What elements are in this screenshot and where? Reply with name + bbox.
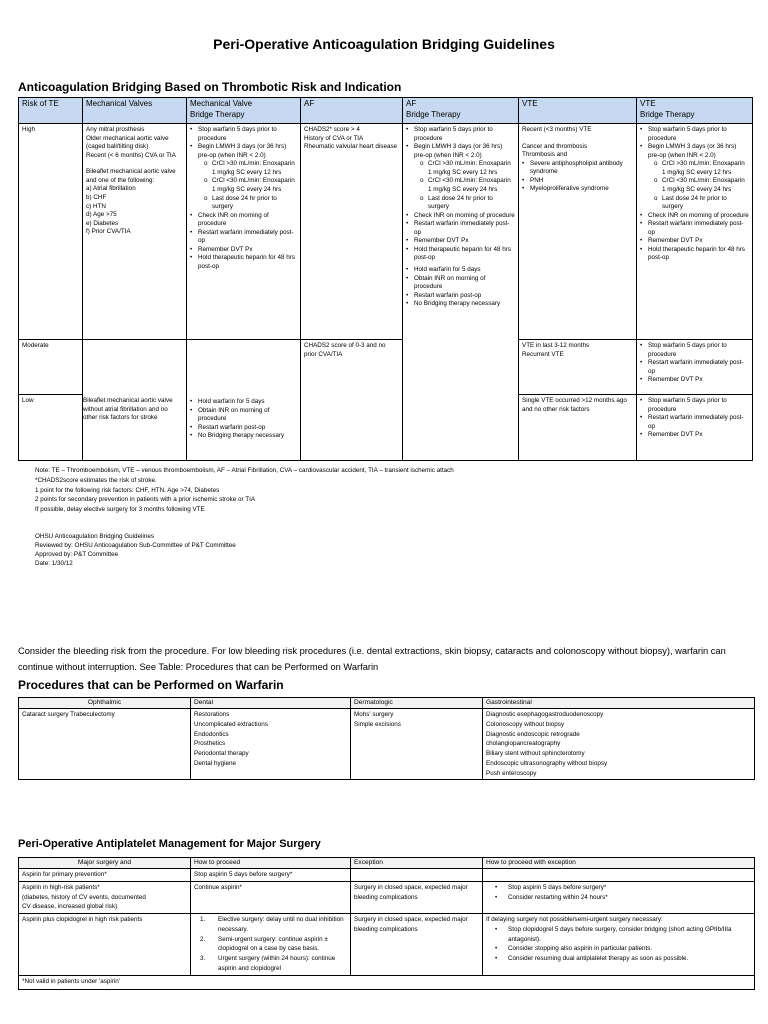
- af-bridge-high-moderate: [403, 124, 519, 461]
- mv-bridge-list: [190, 126, 297, 272]
- table-row: [19, 881, 755, 913]
- list-item: • Remember DVT Px: [190, 246, 297, 255]
- mv-high-line: Older mechanical aortic valve (caged ball/tilting disk): [86, 134, 169, 151]
- list-item-text: Begin LMWH 3 days (or 36 hrs) pre-op (when INR < 2.0): [648, 143, 737, 159]
- note-line: 2 points for secondary prevention in patients with a prior ischemic stroke or TIA: [35, 496, 256, 504]
- vte-bridge-low-list: [640, 397, 749, 440]
- table-row: [19, 914, 755, 976]
- list-item: • Restart warfarin immediately post-op: [190, 229, 297, 246]
- list-item-text: Begin LMWH 3 days (or 36 hrs) pre-op (when INR < 2.0): [198, 143, 287, 159]
- vte-bridge-low: [637, 395, 753, 461]
- col-with-exception: How to proceed with exception: [483, 858, 755, 869]
- table-header-row: [19, 698, 755, 709]
- list-item: • Consider stopping also aspirin in particular patients.: [486, 944, 751, 954]
- mv-high-line: Recent (< 6 months) CVA or TIA: [86, 151, 176, 159]
- note-line: If possible, delay elective surgery for 3 months following VTE: [35, 506, 205, 513]
- proceed-cell: Continue aspirin*: [191, 881, 351, 913]
- col-mech-bridge-line1: Mechanical Valve: [190, 99, 253, 108]
- vte-bridge-moderate: [637, 340, 753, 395]
- list-item: • Obtain INR on morning of procedure: [190, 407, 297, 424]
- source-line: Reviewed by: OHSU Anticoagulation Sub-Committee of P&T Committee: [35, 542, 236, 550]
- table-row: [19, 869, 755, 882]
- list-item: • Stop warfarin 5 days prior to procedure: [190, 126, 297, 143]
- list-item: • Check INR on morning of procedure: [406, 212, 515, 221]
- list-item: [194, 954, 347, 974]
- mv-high-line: f) Prior CVA/TIA: [86, 228, 131, 236]
- note-line: 1 point for the following risk factors: CHF, HTN, Age >74, Diabetes: [35, 486, 220, 494]
- cell-line: (diabetes, history of CV events, documented: [22, 893, 146, 901]
- list-item: • Hold therapeutic heparin for 48 hrs post-op: [190, 254, 297, 271]
- exception-cell: [351, 869, 483, 882]
- table-row-moderate: [19, 340, 753, 395]
- exception-cell: Surgery in closed space, expected major bleeding complications: [351, 881, 483, 913]
- source-line: OHSU Anticoagulation Bridging Guidelines: [35, 533, 155, 540]
- gi-cell: [483, 709, 755, 780]
- cell-line: Periodontal therapy: [194, 750, 249, 758]
- proceed-cell: Stop aspirin 5 days before surgery*: [191, 869, 351, 882]
- list-item: • Restart warfarin post-op: [406, 292, 515, 301]
- mv-low-text: Bileaflet mechanical aortic valve without atrial fibrillation and no other risk factors for stroke: [83, 397, 173, 422]
- vte-bridge-high: [637, 124, 753, 340]
- list-item: • Stop warfarin 5 days prior to procedure: [406, 126, 515, 143]
- proceed-list: [194, 915, 347, 974]
- cell-line: Uncomplicated extractions: [194, 720, 268, 728]
- warfarin-procedures-table: [18, 697, 755, 780]
- col-vte-bridge: [637, 98, 753, 124]
- bridging-section-heading: Anticoagulation Bridging Based on Thrombotic Risk and Indication: [18, 80, 402, 94]
- ophthalmic-cell: [19, 709, 191, 780]
- col-vte: VTE: [519, 98, 637, 124]
- list-item: • Restart warfarin post-op: [190, 424, 297, 433]
- vte-high: [519, 124, 637, 340]
- warfarin-procedures-heading: Procedures that can be Performed on Warfarin: [18, 678, 284, 692]
- list-item: [194, 915, 347, 935]
- list-number: 2.: [200, 935, 206, 943]
- antiplatelet-heading: Peri-Operative Antiplatelet Management for Major Surgery: [18, 838, 321, 850]
- sub-list-item: o CrCl >30 mL/min: Enoxaparin 1 mg/kg SC every 12 hrs: [648, 160, 749, 177]
- cell-line: Endodontics: [194, 730, 229, 738]
- list-item-text: Semi-urgent surgery: continue aspirin ± clopidogrel on a case by case basis.: [218, 935, 328, 953]
- af-high: [301, 124, 403, 340]
- footnote-cell: *Not valid in patients under 'aspirin': [19, 975, 755, 989]
- risk-moderate: Moderate: [19, 340, 83, 395]
- vte-low: Single VTE occurred >12 months ago and no other risk factors: [519, 395, 637, 461]
- list-item: • Remember DVT Px: [406, 237, 515, 246]
- list-item: • PNH: [522, 177, 633, 186]
- with-exception-list: [486, 883, 751, 903]
- cell-line: Endoscopic ultrasonography without biopsy: [486, 759, 608, 767]
- mv-high-line: b) CHF: [86, 193, 107, 201]
- list-item: • Hold therapeutic heparin for 48 hrs post-op: [406, 246, 515, 263]
- exception-cell: Surgery in closed space, expected major bleeding complications: [351, 914, 483, 976]
- sub-list: [414, 160, 515, 211]
- list-item: • Remember DVT Px: [640, 376, 749, 385]
- col-exception: Exception: [351, 858, 483, 869]
- col-gastrointestinal: Gastrointestinal: [483, 698, 755, 709]
- list-item: [190, 143, 297, 212]
- list-item: • Stop warfarin 5 days prior to procedure: [640, 342, 749, 359]
- col-major-surgery: Major surgery and: [19, 858, 191, 869]
- sub-list-item: o CrCl <30 mL/min: Enoxaparin 1 mg/kg SC every 24 hrs: [414, 177, 515, 194]
- table-header-row: [19, 858, 755, 869]
- list-item: • No Bridging therapy necessary: [406, 300, 515, 309]
- af-moderate: CHADS2 score of 0-3 and no prior CVA/TIA: [301, 340, 403, 461]
- risk-high: High: [19, 124, 83, 340]
- note-line: *CHADS2score estimates the risk of stroke.: [35, 476, 157, 484]
- note-line: Note: TE – Thromboembolism, VTE – venous thromboembolism, AF – Atrial Fibrillation, CVA – cardiovascular accident, TIA – transient ischemic attach: [35, 467, 454, 474]
- col-vte-bridge-line1: VTE: [640, 99, 656, 108]
- list-item-text: Begin LMWH 3 days (or 36 hrs) pre-op (when INR < 2.0): [414, 143, 503, 159]
- table-notes: [35, 466, 454, 515]
- col-mech-bridge: [187, 98, 301, 124]
- with-exception-cell: [483, 881, 755, 913]
- list-item: • Consider restarting within 24 hours*: [486, 893, 751, 903]
- af-high-line: CHADS2* score > 4: [304, 126, 360, 133]
- col-af: AF: [301, 98, 403, 124]
- cell-line: Colonoscopy without biopsy: [486, 720, 565, 728]
- col-risk: Risk of TE: [19, 98, 83, 124]
- col-vte-bridge-line2: Bridge Therapy: [640, 109, 695, 119]
- list-item: [640, 143, 749, 212]
- sub-list-item: o CrCl >30 mL/min: Enoxaparin 1 mg/kg SC every 12 hrs: [198, 160, 297, 177]
- list-item: • Hold warfarin for 5 days: [406, 266, 515, 275]
- col-mech-valves: Mechanical Valves: [83, 98, 187, 124]
- col-af-bridge-line2: Bridge Therapy: [406, 109, 461, 119]
- vte-high-line: Recent (<3 months) VTE: [522, 126, 592, 133]
- mv-bridge-high: [187, 124, 301, 340]
- cell-line: Diagnostic esophagogastroduodenoscopy: [486, 711, 604, 719]
- mv-high-line: Any mitral prosthesis: [86, 126, 145, 133]
- sub-list-item: o CrCl >30 mL/min: Enoxaparin 1 mg/kg SC every 12 hrs: [414, 160, 515, 177]
- list-item: • Check INR on morning of procedure: [640, 212, 749, 221]
- cell-line: Aspirin in high-risk patients*: [22, 883, 100, 891]
- list-item: • Restart warfarin immediately post-op: [640, 359, 749, 376]
- af-bridge-list: [406, 126, 515, 263]
- mv-bridge-moderate-low: [187, 340, 301, 461]
- col-how-to-proceed: How to proceed: [191, 858, 351, 869]
- list-item: • Check INR on morning of procedure: [190, 212, 297, 229]
- mv-high-line: a) Atrial fibrillation: [86, 185, 136, 193]
- cell-line: If delaying surgery not possible/semi-urgent surgery necessary:: [486, 916, 663, 924]
- surgery-cell: Aspirin plus clopidogrel in high risk patients: [19, 914, 191, 976]
- list-item: • Hold therapeutic heparin for 48 hrs post-op: [640, 246, 749, 263]
- mv-high: [83, 124, 187, 340]
- dental-cell: [191, 709, 351, 780]
- vte-bridge-list: [640, 126, 749, 263]
- derm-cell: [351, 709, 483, 780]
- spacer: [522, 135, 633, 143]
- sub-list-item: o Last dose 24 hr prior to surgery: [414, 195, 515, 212]
- list-item: • Remember DVT Px: [640, 237, 749, 246]
- cell-line: CV disease, increased global risk): [22, 903, 118, 911]
- list-item: • Stop warfarin 5 days prior to procedure: [640, 126, 749, 143]
- surgery-cell: [19, 881, 191, 913]
- sub-list-item: o Last dose 24 hr prior to surgery: [648, 195, 749, 212]
- table-row: [19, 709, 755, 780]
- vte-high-line: Thrombosis and: [522, 151, 568, 159]
- cell-line: Restorations: [194, 711, 230, 719]
- list-item: • Restart warfarin immediately post-op: [406, 220, 515, 237]
- vte-high-line: Cancer and thrombosis: [522, 142, 588, 150]
- vte-moderate-line: Recurrent VTE: [522, 350, 564, 358]
- col-ophthalmic: Ophthalmic: [19, 698, 191, 709]
- source-line: Approved by: P&T Committee: [35, 551, 119, 559]
- col-af-bridge-line1: AF: [406, 99, 417, 108]
- af-bridge-moderate-list: [406, 266, 515, 309]
- table-header-row: [19, 98, 753, 124]
- mv-high-line: Bileaflet mechanical aortic valve and one of the following:: [86, 168, 176, 184]
- cell-line: Mohs' surgery: [354, 711, 394, 719]
- sub-list: [198, 160, 297, 211]
- vte-moderate: [519, 340, 637, 395]
- vte-high-list: [522, 160, 633, 194]
- cell-line: Biliary stent without sphincterotomy: [486, 750, 585, 758]
- cell-line: Diagnostic endoscopic retrograde: [486, 730, 580, 738]
- bleeding-risk-paragraph: Consider the bleeding risk from the procedure. For low bleeding risk procedures (i.e. dental extractions, skin biopsy, cataracts and colonoscopy without biopsy), warfarin can continue without interruption. See Table: Procedures that can be Performed on Warfarin: [18, 646, 726, 673]
- list-number: 1.: [200, 916, 206, 924]
- page-title: Peri-Operative Anticoagulation Bridging Guidelines: [213, 36, 555, 52]
- sub-list-item: o CrCl <30 mL/min: Enoxaparin 1 mg/kg SC every 24 hrs: [198, 177, 297, 194]
- cell-line: Push enteroscopy: [486, 769, 537, 777]
- vte-moderate-line: VTE in last 3-12 months: [522, 342, 590, 349]
- mv-high-line: d) Age >75: [86, 211, 117, 219]
- col-dental: Dental: [191, 698, 351, 709]
- spacer: [190, 342, 297, 398]
- list-item: [194, 935, 347, 955]
- cell-line: Cataract surgery Trabeculectomy: [22, 711, 115, 719]
- sub-list-item: o CrCl <30 mL/min: Enoxaparin 1 mg/kg SC every 24 hrs: [648, 177, 749, 194]
- list-item: • Stop warfarin 5 days prior to procedure: [640, 397, 749, 414]
- list-number: 3.: [200, 955, 206, 963]
- list-item-text: Elective surgery: delay until no dual inhibition necessary.: [218, 916, 344, 933]
- list-item: • Stop clopidogrel 5 days before surgery, consider bridging (short acting GPIIb/IIIa antagonist).: [486, 925, 751, 945]
- sub-list-item: o Last dose 24 hr prior to surgery: [198, 195, 297, 212]
- list-item-text: Urgent surgery (within 24 hours): continue aspirin and clopidogrel: [218, 955, 336, 972]
- antiplatelet-table: [18, 857, 755, 990]
- list-item: • No Bridging therapy necessary: [190, 432, 297, 441]
- table-row-footnote: [19, 975, 755, 989]
- list-item: • Hold warfarin for 5 days: [190, 398, 297, 407]
- cell-line: Prosthetics: [194, 740, 226, 748]
- with-exception-list: [486, 925, 751, 964]
- col-dermatologic: Dermatologic: [351, 698, 483, 709]
- with-exception-cell: [483, 914, 755, 976]
- surgery-cell: Aspirin for primary prevention*: [19, 869, 191, 882]
- col-mech-bridge-line2: Bridge Therapy: [190, 109, 245, 119]
- source-info: [35, 532, 236, 569]
- spacer: [86, 160, 183, 168]
- list-item: • Consider resuming dual antiplatelet therapy as soon as possible.: [486, 954, 751, 964]
- cell-line: cholangiopancreatography: [486, 740, 561, 748]
- col-af-bridge: [403, 98, 519, 124]
- list-item: • Stop aspirin 5 days before surgery*: [486, 883, 751, 893]
- table-row-high: [19, 124, 753, 340]
- mv-bridge-low-list: [190, 398, 297, 441]
- proceed-cell: [191, 914, 351, 976]
- mv-high-line: e) Diabetes: [86, 219, 119, 227]
- list-item: [406, 143, 515, 212]
- risk-low: Low: [19, 395, 83, 461]
- list-item: • Restart warfarin immediately post-op: [640, 220, 749, 237]
- mv-high-line: c) HTN: [86, 202, 106, 210]
- af-high-line: Rheumatic valvular heart disease: [304, 143, 398, 151]
- cell-line: Simple excisions: [354, 720, 401, 728]
- af-high-line: History of CVA or TIA: [304, 134, 364, 142]
- list-item: • Restart warfarin immediately post-op: [640, 414, 749, 431]
- list-item: • Severe antiphospholipid antibody syndrome: [522, 160, 633, 177]
- list-item: • Remember DVT Px: [640, 431, 749, 440]
- list-item: • Obtain INR on morning of procedure: [406, 275, 515, 292]
- source-line: Date: 1/30/12: [35, 560, 73, 568]
- with-exception-cell: [483, 869, 755, 882]
- cell-line: Dental hygiene: [194, 759, 237, 767]
- sub-list: [648, 160, 749, 211]
- vte-bridge-moderate-list: [640, 342, 749, 385]
- list-item: • Myeloproliferative syndrome: [522, 185, 633, 194]
